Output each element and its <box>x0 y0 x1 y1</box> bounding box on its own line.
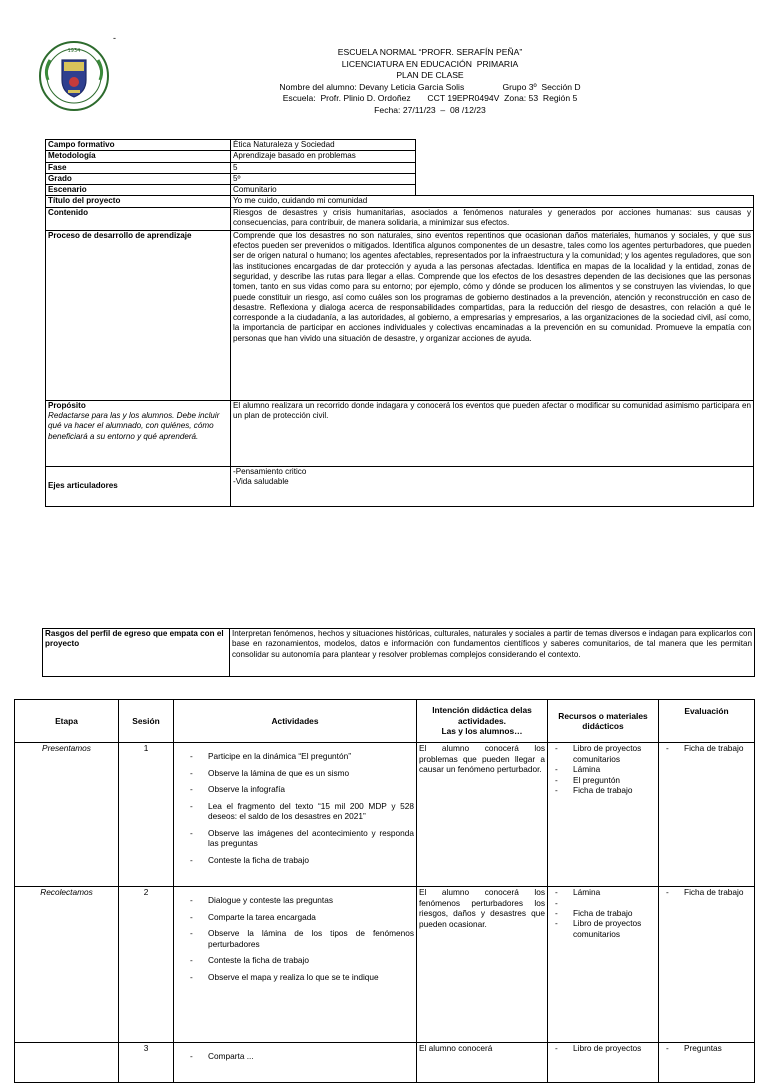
intencion-cell: El alumno conocerá los fenómenos perturbadores los riesgos, daños y desastres que pueden ocasionar. <box>417 887 548 1043</box>
rasgos-value: Interpretan fenómenos, hechos y situaciones históricas, culturales, naturales y sociales a partir de temas diversos e indagan para explicarlos con base en razonamientos, modelos, datos e información con fundamentos científicos y saberes comunitarios, de tal manera que les permitan consolidar su autonomía para plantear y resolver problemas complejos considerando el contexto. <box>230 629 755 677</box>
table-row <box>46 196 754 207</box>
activity-item: - Conteste la ficha de trabajo <box>190 955 414 966</box>
resource-item: - Libro de proyectos <box>555 1043 656 1054</box>
degree-name: LICENCIATURA EN EDUCACIÓN PRIMARIA <box>341 58 519 69</box>
resource-item: - El preguntón <box>555 775 656 786</box>
proposito-value: El alumno realizara un recorrido donde indagara y conocerá los eventos que pueden afectar o modificar su comunidad asimismo participara en un plan de protección civil. <box>231 400 754 466</box>
row-value: Ética Naturaleza y Sociedad <box>231 140 416 151</box>
table-row <box>46 207 754 230</box>
contenido-value: Riesgos de desastres y crisis humanitarias, asociados a fenómenos naturales y generados por acciones humanas: sus causas y consecuencias, para contribuir, de manera solidaria, a minimizar sus efectos. <box>231 207 754 230</box>
activity-item: - Conteste la ficha de trabajo <box>190 855 414 866</box>
row-value: 5 <box>231 162 416 173</box>
actividades-cell <box>174 743 417 887</box>
sesion-cell: 3 <box>119 1043 174 1083</box>
row-label: Metodología <box>46 151 231 162</box>
general-info-table <box>45 139 754 507</box>
table-row <box>46 230 754 400</box>
etapa-cell: Presentamos <box>15 743 119 887</box>
table-row <box>15 743 755 887</box>
table-row <box>46 162 754 173</box>
stray-dash: - <box>113 33 116 43</box>
etapa-cell: Recolectamos <box>15 887 119 1043</box>
header-row <box>15 700 755 743</box>
table-row <box>15 887 755 1043</box>
intencion-header-line: Las y los alumnos… <box>441 726 523 737</box>
ejes-label: Ejes articuladores <box>46 466 231 506</box>
svg-text:1934: 1934 <box>67 48 81 54</box>
etapa-cell <box>15 1043 119 1083</box>
resource-item: - Libro de proyectos comunitarios <box>555 743 656 764</box>
activity-item: - Comparte la tarea encargada <box>190 912 414 923</box>
proposito-cell <box>46 400 231 466</box>
resource-item: - Ficha de trabajo <box>555 908 656 919</box>
col-header-recursos: Recursos o materiales didácticos <box>548 700 659 743</box>
activity-item: - Observe la lámina de que es un sismo <box>190 768 414 779</box>
eje-item: -Vida saludable <box>233 477 289 487</box>
proposito-label: Propósito <box>48 400 86 410</box>
activity-item: - Observe las imágenes del acontecimiento y responda las preguntas <box>190 828 414 849</box>
col-header-evaluacion: Evaluación <box>659 700 755 743</box>
proceso-value: Comprende que los desastres no son naturales, sino eventos repentinos que ocasionan daños materiales, humanos y sociales, y que sus efectos pueden ser prevenidos o mitigados. Identifica algunos componentes de un desastre, tales como los agentes perturbadores, que pueden ser de origen natural o humano; los agentes afectables, representados por la infraestructura y la comunidad; y los agentes reguladores, que son las instituciones encargadas de dar protección y ayuda a las personas afectadas. Identifica en mapas de la localidad y la entidad, zonas de seguridad, y describe las rutas para llegar a ellas. Comprende que los efectos de los desastres dependen de las decisiones que las personas tomen, tanto en sus vidas como para su entorno; por ejemplo, cómo y dónde se producen los alimentos y se construyen las viviendas, lo que puede constituir un riesgo, así como cuáles son los programas de gobierno destinados a la prevención, atención y reconstrucción en caso de desastre. Reflexiona y dialoga acerca de responsabilidades compartidas, para la reducción del riesgo de desastres, con relación a qué le corresponde a la ciudadanía, a las autoridades, al gobierno, a empresarias y empresarios, a las organizaciones de la sociedad civil, así como, la importancia de participar en acciones individuales y colectivas encaminadas a la prevención en su comunidad. Promueve la empatía con personas que han vivido una situación de desastre, y organizar acciones de ayuda. <box>231 230 754 400</box>
lesson-plan-table <box>14 699 755 1083</box>
row-label: Grado <box>46 173 231 184</box>
eje-item: -Pensamiento critico <box>233 466 307 476</box>
activity-item: - Observe la lámina de los tipos de fenómenos perturbadores <box>190 928 414 949</box>
evaluation-item: - Ficha de trabajo <box>666 887 752 898</box>
actividades-cell <box>174 887 417 1043</box>
actividades-cell <box>174 1043 417 1083</box>
activity-item: - Observe la infografía <box>190 784 414 795</box>
table-row <box>46 466 754 506</box>
activity-item: - Comparta ... <box>190 1051 414 1062</box>
titulo-value: Yo me cuido, cuidando mi comunidad <box>231 196 754 207</box>
table-row <box>43 629 755 677</box>
row-label: Fase <box>46 162 231 173</box>
resource-item: - Ficha de trabajo <box>555 785 656 796</box>
evaluacion-cell <box>659 743 755 887</box>
resource-item <box>555 898 656 908</box>
intencion-cell: El alumno conocerá los problemas que pueden llegar a causar un fenómeno perturbador. <box>417 743 548 887</box>
evaluation-item: - Preguntas <box>666 1043 752 1054</box>
evaluacion-cell <box>659 887 755 1043</box>
sesion-cell: 2 <box>119 887 174 1043</box>
activity-item: - Dialogue y conteste las preguntas <box>190 895 414 906</box>
recursos-cell <box>548 1043 659 1083</box>
resource-item: - Lámina <box>555 764 656 775</box>
table-row <box>46 400 754 466</box>
activity-item: - Participe en la dinámica “El preguntón” <box>190 751 414 762</box>
intencion-header-line: Intención didáctica delas actividades. <box>432 705 532 726</box>
row-label: Campo formativo <box>46 140 231 151</box>
col-header-actividades: Actividades <box>174 700 417 743</box>
resource-item: - Lámina <box>555 887 656 898</box>
col-header-etapa: Etapa <box>15 700 119 743</box>
activity-item: - Observe el mapa y realiza lo que se te indique <box>190 972 414 983</box>
table-row <box>46 173 754 184</box>
titulo-label: Título del proyecto <box>46 196 231 207</box>
contenido-label: Contenido <box>46 207 231 230</box>
col-header-intencion <box>417 700 548 743</box>
col-header-sesion: Sesión <box>119 700 174 743</box>
row-value: Comunitario <box>231 185 416 196</box>
activity-item: - Lea el fragmento del texto “15 mil 200 MDP y 528 deseos: el saldo de los desastres en 2021” <box>190 801 414 822</box>
row-value: Aprendizaje basado en problemas <box>231 151 416 162</box>
ejes-value <box>231 466 754 506</box>
row-value: 5º <box>231 173 416 184</box>
table-row <box>46 151 754 162</box>
proceso-label: Proceso de desarrollo de aprendizaje <box>46 230 231 400</box>
sesion-cell: 1 <box>119 743 174 887</box>
table-row <box>46 185 754 196</box>
rasgos-table <box>42 628 755 677</box>
student-info: Nombre del alumno: Devany Leticia Garcia Solis Grupo 3º Sección D <box>279 81 581 92</box>
row-label: Escenario <box>46 185 231 196</box>
school-info: Escuela: Profr. Plinio D. Ordoñez CCT 19EPR0494V Zona: 53 Región 5 <box>282 93 578 103</box>
table-row <box>15 1043 755 1083</box>
table-row <box>46 140 754 151</box>
school-seal-logo <box>38 40 110 112</box>
school-name: ESCUELA NORMAL “PROFR. SERAFÍN PEÑA” <box>337 47 523 57</box>
rasgos-label: Rasgos del perfil de egreso que empata con el proyecto <box>43 629 230 677</box>
document-title: PLAN DE CLASE <box>396 70 464 80</box>
evaluacion-cell <box>659 1043 755 1083</box>
intencion-cell: El alumno conocerá <box>417 1043 548 1083</box>
recursos-cell <box>548 887 659 1043</box>
evaluation-item: - Ficha de trabajo <box>666 743 752 754</box>
date-range: Fecha: 27/11/23 – 08 /12/23 <box>374 104 486 115</box>
proposito-hint: Redactarse para las y los alumnos. Debe incluir qué va hacer el alumnado, con quiénes, cómo beneficiará a su entorno y qué aprenderá. <box>48 411 220 441</box>
resource-item: - Libro de proyectos comunitarios <box>555 918 656 939</box>
document-header <box>150 47 710 116</box>
recursos-cell <box>548 743 659 887</box>
